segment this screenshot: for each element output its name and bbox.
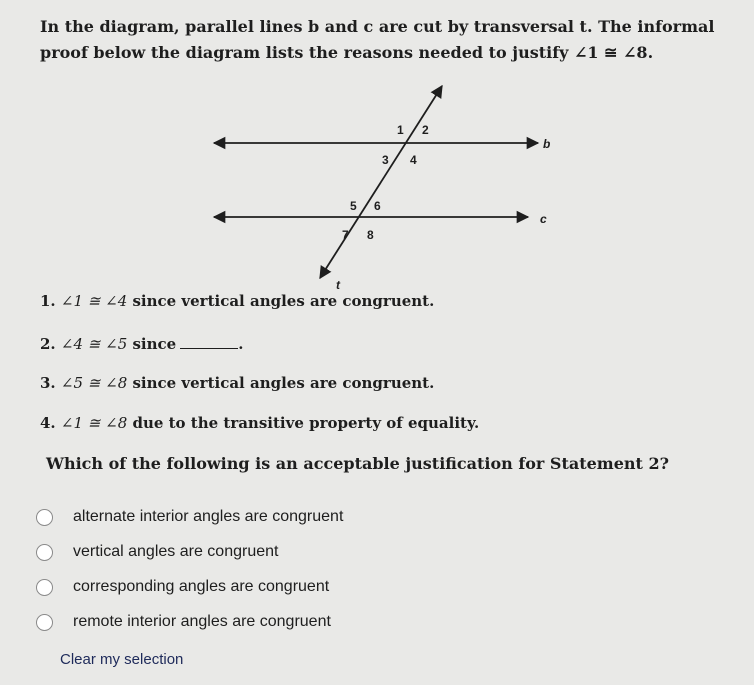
angle-6-label: 6 xyxy=(374,199,381,213)
step-number: 3. xyxy=(40,374,56,392)
option-alternate-interior[interactable] xyxy=(36,508,343,526)
step-statement: ∠1 ≅ ∠8 xyxy=(60,414,128,432)
step-reason: since vertical angles are congruent. xyxy=(132,374,435,392)
step-statement: ∠4 ≅ ∠5 xyxy=(60,335,128,353)
option-label: remote interior angles are congruent xyxy=(73,613,331,630)
step-number: 1. xyxy=(40,292,56,310)
line-b-label: b xyxy=(543,137,551,151)
angle-4-label: 4 xyxy=(410,153,417,167)
clear-selection-link[interactable]: Clear my selection xyxy=(60,651,184,668)
question-prompt: Which of the following is an acceptable justification for Statement 2? xyxy=(46,454,669,473)
angle-3-label: 3 xyxy=(382,153,389,167)
step-end: . xyxy=(238,335,244,353)
question-text: In the diagram, parallel lines b and c are cut by transversal t. The informal proof below the diagram lists the reasons needed to justify ∠1 ≅ ∠8. xyxy=(40,17,715,62)
step-number: 2. xyxy=(40,335,56,353)
transversal-t xyxy=(320,86,442,278)
proof-step-1 xyxy=(40,292,434,310)
angle-8-label: 8 xyxy=(367,228,374,242)
radio-button[interactable] xyxy=(36,509,53,526)
proof-step-3 xyxy=(40,374,434,392)
angle-1-label: 1 xyxy=(397,123,404,137)
radio-button[interactable] xyxy=(36,579,53,596)
line-t-label: t xyxy=(336,278,340,292)
step-number: 4. xyxy=(40,414,56,432)
angle-5-label: 5 xyxy=(350,199,357,213)
option-label: vertical angles are congruent xyxy=(73,543,279,560)
proof-step-4 xyxy=(40,414,479,432)
step-statement: ∠1 ≅ ∠4 xyxy=(60,292,128,310)
step-reason: since xyxy=(132,335,177,353)
step-reason: since vertical angles are congruent. xyxy=(132,292,435,310)
answer-blank xyxy=(180,334,238,349)
radio-button[interactable] xyxy=(36,614,53,631)
line-c-label: c xyxy=(540,212,547,226)
radio-button[interactable] xyxy=(36,544,53,561)
angle-2-label: 2 xyxy=(422,123,429,137)
option-corresponding-angles[interactable] xyxy=(36,578,329,596)
option-label: corresponding angles are congruent xyxy=(73,578,330,595)
angle-7-label: 7 xyxy=(342,228,349,242)
option-vertical-angles[interactable] xyxy=(36,543,278,561)
option-label: alternate interior angles are congruent xyxy=(73,508,344,525)
step-statement: ∠5 ≅ ∠8 xyxy=(60,374,128,392)
parallel-lines-diagram xyxy=(200,82,560,292)
proof-step-2 xyxy=(40,334,243,353)
step-reason: due to the transitive property of equality. xyxy=(132,414,480,432)
option-remote-interior[interactable] xyxy=(36,613,331,631)
